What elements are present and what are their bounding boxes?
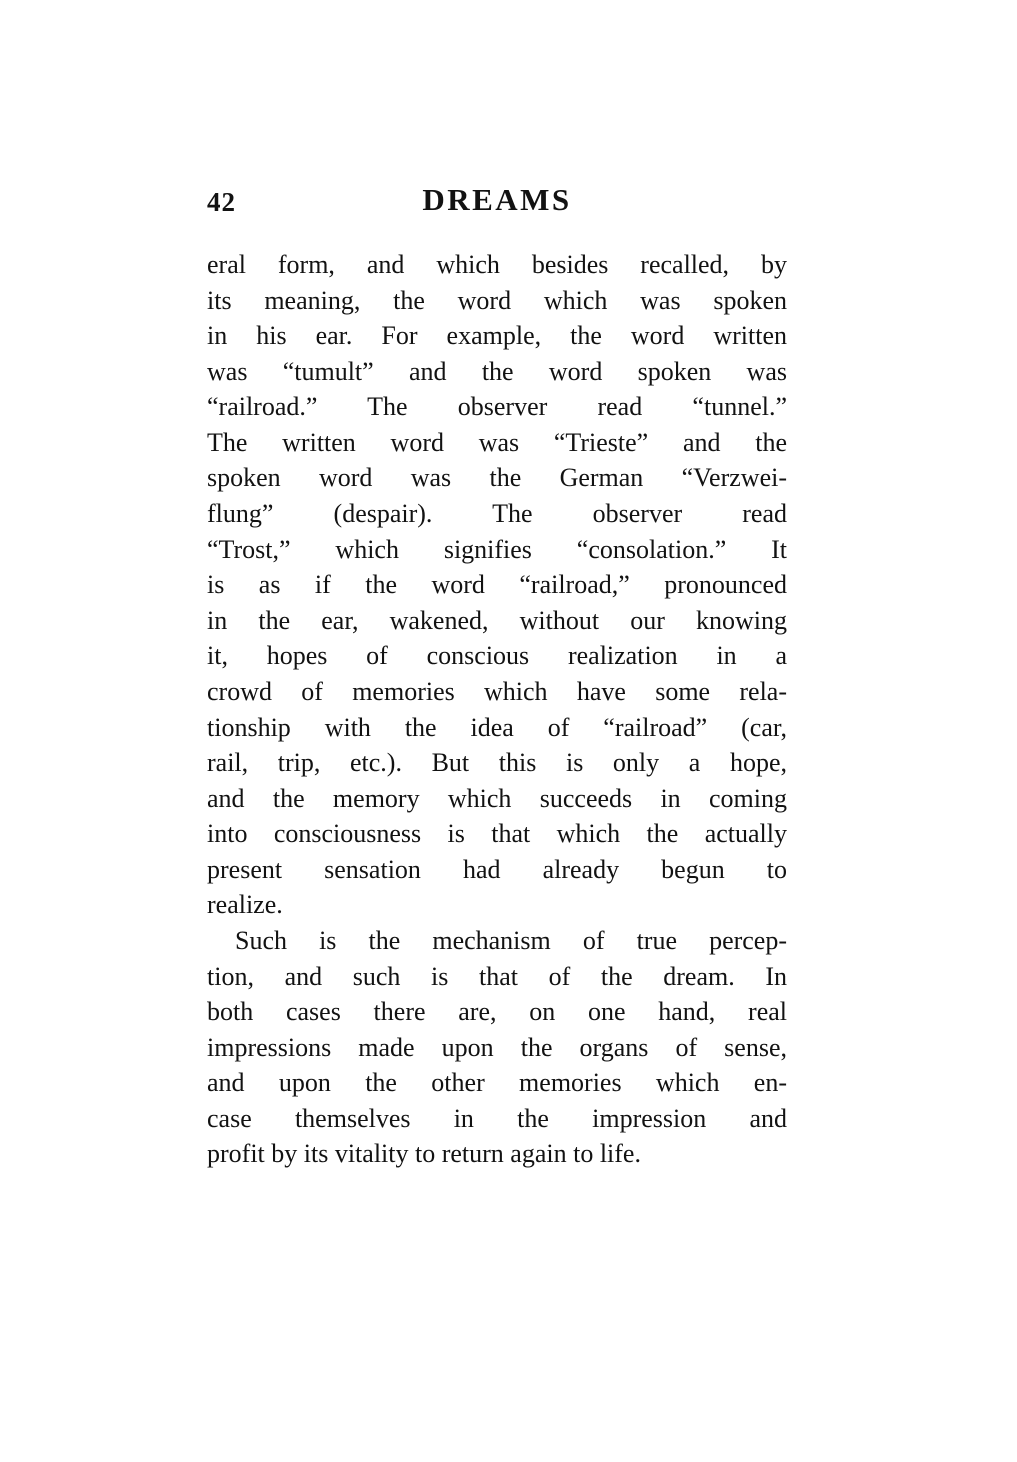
text-line: case themselves in the impression and <box>207 1103 787 1133</box>
text-line: in his ear. For example, the word written <box>207 321 787 351</box>
text-line: tionship with the idea of “railroad” (car, <box>207 712 787 742</box>
page-number: 42 <box>207 187 236 217</box>
text-line: both cases there are, on one hand, real <box>207 997 787 1027</box>
text-line: was “tumult” and the word spoken was <box>207 356 787 386</box>
text-line: and upon the other memories which en- <box>207 1068 787 1098</box>
text-line: flung” (despair). The observer read <box>207 499 787 529</box>
text-line: tion, and such is that of the dream. In <box>207 961 787 991</box>
text-line: crowd of memories which have some rela- <box>207 676 787 706</box>
text-line: and the memory which succeeds in coming <box>207 783 787 813</box>
text-line: eral form, and which besides recalled, by <box>207 250 787 279</box>
text-line: in the ear, wakened, without our knowing <box>207 605 787 635</box>
text-line: “railroad.” The observer read “tunnel.” <box>207 392 787 422</box>
text-line: it, hopes of conscious realization in a <box>207 641 787 671</box>
text-line: its meaning, the word which was spoken <box>207 285 787 315</box>
body-text-block <box>207 247 787 1172</box>
text-line: impressions made upon the organs of sense, <box>207 1032 787 1062</box>
text-line: Such is the mechanism of true percep- <box>235 925 787 955</box>
text-line: present sensation had already begun to <box>207 854 787 884</box>
text-line: profit by its vitality to return again to life. <box>207 1139 641 1169</box>
text-line: is as if the word “railroad,” pronounced <box>207 570 787 600</box>
text-line: spoken word was the German “Verzwei- <box>207 463 787 493</box>
page-header <box>207 182 787 218</box>
text-line: “Trost,” which signifies “consolation.” It <box>207 534 787 564</box>
text-line: into consciousness is that which the actually <box>207 819 787 849</box>
running-title: DREAMS <box>422 182 572 217</box>
text-line: The written word was “Trieste” and the <box>207 427 787 457</box>
text-line: rail, trip, etc.). But this is only a hope, <box>207 748 787 778</box>
text-line: realize. <box>207 890 283 920</box>
